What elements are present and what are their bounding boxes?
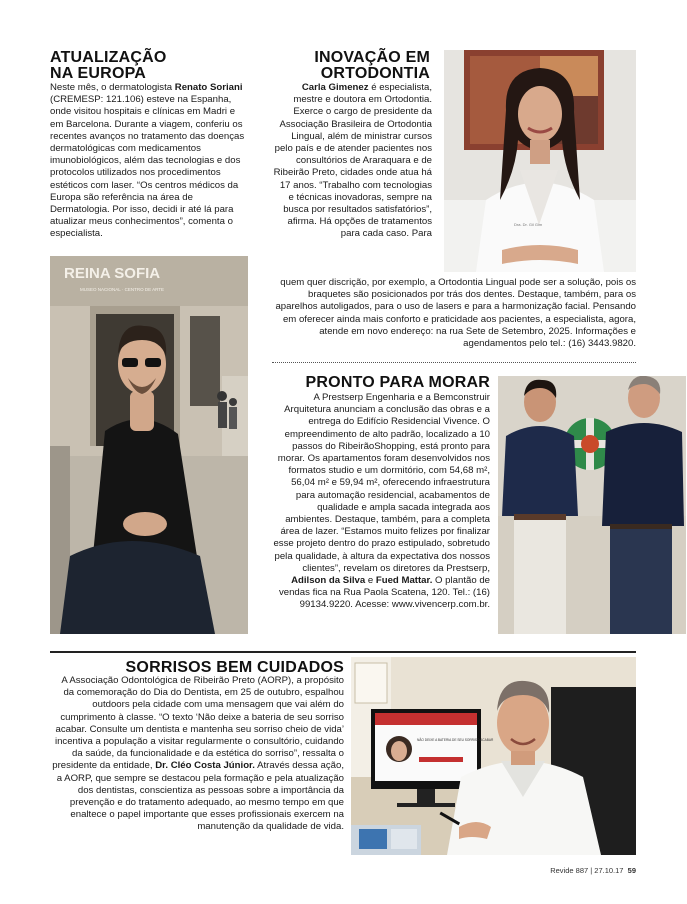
inovacao-photo-illustration xyxy=(444,50,636,272)
atualizacao-title xyxy=(50,50,250,82)
atualizacao-title-line1: ATUALIZAÇÃO xyxy=(50,49,167,66)
inovacao-photo xyxy=(444,50,636,272)
page-footer xyxy=(490,866,636,875)
inovacao-title-line1: INOVAÇÃO EM xyxy=(314,49,430,66)
inovacao-text-1: é especialista, mestre e doutora em Ortodontia. Exerce o cargo de presidente da Associação Brasileira de Ortodontia Lingual, além de ministrar cursos pelo país e de atender pacientes nos consultórios de Araraquara e de Ribeirão Preto, cidades onde atua há 17 anos. “Trabalho com tecnologias e técnicas inovadoras, sempre na busca por resultados satisfatórios”, afirma. Há opções de tratamentos para cada caso. Para xyxy=(273,82,432,240)
footer-publication: Revide 887 | 27.10.17 xyxy=(550,866,624,875)
inovacao-text-2: quem quer discrição, por exemplo, a Ortodontia Lingual pode ser a solução, pois os braquetes são posicionados por trás dos dentes. Destaque, também, para os aparelhos autoligados, para o uso de lasers e para a harmonização facial. Pensando em oferecer ainda mais conforto e praticidade aos pacientes, a especialista, agora, atende em novo endereço: na rua Sete de Setembro, 2025. Informações e agendamentos pelo tel.: (16) 3443.9820. xyxy=(275,277,636,350)
sorrisos-photo xyxy=(351,657,636,855)
separator-dots xyxy=(272,362,636,363)
pronto-name-2: Fued Mattar. xyxy=(375,575,433,587)
footer-page-number: 59 xyxy=(627,866,636,875)
museum-sign: REINA SOFIA xyxy=(64,265,161,282)
pronto-title: PRONTO PARA MORAR xyxy=(305,374,490,391)
inovacao-doctor-name: Carla Gimenez xyxy=(301,82,369,93)
atualizacao-body xyxy=(50,82,248,241)
atualizacao-photo-illustration xyxy=(50,256,248,634)
pronto-photo-illustration xyxy=(498,376,686,634)
pronto-text-2: e xyxy=(365,575,376,587)
sorrisos-body xyxy=(50,675,344,834)
coat-embroidery: Dra. Dr. Gil Gim xyxy=(514,222,543,227)
atualizacao-photo xyxy=(50,256,248,634)
sorrisos-top-rule xyxy=(50,651,636,653)
inovacao-title xyxy=(280,50,430,82)
sorrisos-president-name: Dr. Cléo Costa Júnior. xyxy=(155,760,255,772)
sorrisos-photo-illustration xyxy=(351,657,636,855)
inovacao-title-line2: ORTODONTIA xyxy=(320,65,430,82)
atualizacao-text-1: Neste mês, o dermatologista xyxy=(50,82,175,93)
sorrisos-text-2: Através dessa ação, a AORP, que sempre se destacou pela formação e pela atualização dos dentistas, conscientiza as pessoas sobre a importância da prevenção e do tratamento adequado, ao mesmo tempo em que enaltece o papel importante que esses profissionais exercem na manutenção da qualidade de vida. xyxy=(56,760,344,833)
atualizacao-text-2: (CREMESP: 121.106) esteve na Espanha, onde visitou hospitais e clínicas em Madri e em Barcelona. Durante a viagem, conferiu os recentes avanços no tratamento das doenças dermatológicas com medicamentos imunobiológicos, além das tecnologias e dos protocolos utilizados nos procedimentos estéticos com laser. “Os centros médicos da Europa são referência na área de Dermatologia. Por isso, decidi ir até lá para atualizar meus conhecimentos”, comenta o especialista. xyxy=(50,94,245,240)
atualizacao-doctor-name: Renato Soriani xyxy=(174,82,243,93)
pronto-text-3: O plantão de vendas fica na Rua Paola Scatena, 120. Tel.: (16) 99134.9220. Acesse: www.vivencerp.com.br. xyxy=(278,575,490,611)
atualizacao-title-line2: NA EUROPA xyxy=(50,65,147,82)
screen-ad-text: NÃO DEIXE A BATERIA DE SEU SORRISO ACABAR xyxy=(417,738,494,742)
museum-subsign: MUSEO NACIONAL · CENTRO DE ARTE xyxy=(80,287,165,292)
inovacao-body-part1 xyxy=(272,82,432,241)
pronto-text-1: A Prestserp Engenharia e a Bemconstruir Arquitetura anunciam a conclusão das obras e a entrega do Edifício Residencial Vivence. O empreendimento de alto padrão, localizado a 10 passos do RibeirãoShopping, está pronto para morar. Os apartamentos foram desenvolvidos nos formatos studio e um dormitório, com 54,68 m², 56,04 m² e 59,94 m², oferecendo infraestrutura para automação residencial, acabamentos de qualidade e ampla sacada integrada aos ambientes. Destaque, também, para a completa área de lazer. “Estamos muito felizes por finalizar esse projeto dentro do prazo estipulado, sobretudo pela qualidade, à altura da expectativa dos nossos clientes”, revelam os diretores da Prestserp, xyxy=(273,392,490,574)
sorrisos-title: SORRISOS BEM CUIDADOS xyxy=(125,659,344,676)
pronto-name-1: Adilson da Silva xyxy=(291,575,366,587)
inovacao-body-part2 xyxy=(272,277,636,350)
sorrisos-text-1: A Associação Odontológica de Ribeirão Preto (AORP), a propósito da comemoração do Dia do Dentista, em 25 de outubro, espalhou outdoors pela cidade com uma mensagem que vai além do cumprimento à classe. “O texto ‘Não deixe a bateria de seu sorriso acabar. Consulte um dentista e mantenha seu sorriso cheio de vida’ incentiva a população a visitar regularmente o consultório, cuidando da saúde, da funcionalidade e da estética do sorriso”, ressalta o presidente da entidade, xyxy=(52,675,344,772)
pronto-photo xyxy=(498,376,686,634)
pronto-body xyxy=(272,392,490,612)
